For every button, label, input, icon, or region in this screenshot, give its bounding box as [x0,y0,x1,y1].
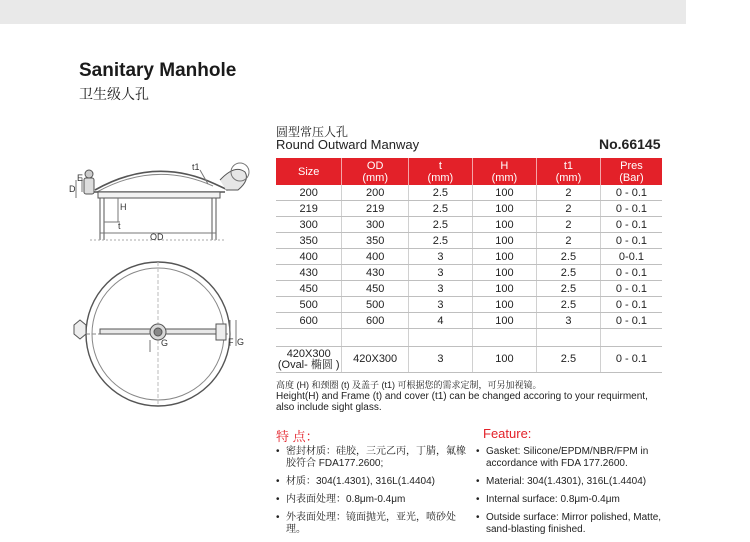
cell: 2 [536,185,600,201]
label-od: OD [150,232,164,242]
list-item: • Material: 304(1.4301), 316L(1.4404) [476,476,647,487]
cell: 0 - 0.1 [600,297,662,313]
cell: 2 [536,233,600,249]
table-row [276,185,662,201]
cell: 100 [472,281,536,297]
side-view [76,163,249,240]
cell: 200 [276,185,342,201]
spec-table [276,158,662,373]
cell: 0 - 0.1 [600,233,662,249]
cell: 3 [408,281,472,297]
note-en: Height(H) and Frame (t) and cover (t1) can be changed accoring to your requirment, also include sight glass. [276,391,648,413]
cell: 400 [276,249,342,265]
cell: 0-0.1 [600,249,662,265]
cell: 0 - 0.1 [600,201,662,217]
features-en-title: Feature: [483,426,532,441]
header-t: t (mm) [408,158,472,185]
header-od: OD (mm) [342,158,408,185]
cell: 100 [472,249,536,265]
top-bar [0,0,686,24]
table-row [276,217,662,233]
cell: 2 [536,201,600,217]
cell: 100 [472,201,536,217]
cell: 0 - 0.1 [600,217,662,233]
cell: 420X300 (Oval- 椭圆 ) [276,347,342,373]
cell: 2.5 [536,281,600,297]
cell: 500 [342,297,408,313]
cell: 2.5 [408,185,472,201]
manhole-drawing [60,150,260,410]
header-h: H (mm) [472,158,536,185]
cell: 100 [472,347,536,373]
cell: 219 [342,201,408,217]
cell: 2.5 [536,249,600,265]
cell: 2.5 [536,265,600,281]
cell: 100 [472,185,536,201]
cell: 3 [408,265,472,281]
cell: 0 - 0.1 [600,313,662,329]
cell: 100 [472,297,536,313]
cell: 2.5 [408,217,472,233]
list-item: • Outside surface: Mirror polished, Matte, sand-blasting finished. [476,512,662,535]
label-d: D [69,184,76,194]
page-title: Sanitary Manhole [79,60,237,81]
cell: 2.5 [408,201,472,217]
top-view [74,262,236,406]
table-row [276,297,662,313]
page-title-cn: 卫生级人孔 [79,86,149,102]
list-item: • Gasket: Silicone/EPDM/NBR/FPM in accordance with FDA 177.2600. [476,446,649,469]
table-row-oval [276,347,662,373]
note-cn: 高度 (H) 和颈圈 (t) 及盖子 (t1) 可根据您的需求定制，可另加视镜。 [276,380,542,390]
features-en-list [476,446,676,542]
features-cn-title: 特 点： [276,429,319,444]
table-row [276,313,662,329]
cell: 4 [408,313,472,329]
cell: 100 [472,265,536,281]
label-h: H [120,202,127,212]
label-t: t [118,221,121,231]
cell: 219 [276,201,342,217]
cell: 500 [276,297,342,313]
label-g-center: G [161,338,169,348]
cell: 100 [472,313,536,329]
list-item: • Internal surface: 0.8μm-0.4μm [476,494,620,505]
table-row [276,281,662,297]
features-cn-list [276,446,471,542]
list-item: • 密封材质：硅胶，三元乙丙，丁腈，氟橡胶符合 FDA177.2600; [276,446,466,469]
cell: 0 - 0.1 [600,281,662,297]
cell: 100 [472,233,536,249]
cell: 3 [408,249,472,265]
cell: 350 [342,233,408,249]
header-size: Size [276,158,342,185]
cell: 0 - 0.1 [600,347,662,373]
cell: 600 [342,313,408,329]
cell: 420X300 [342,347,408,373]
cell: 3 [536,313,600,329]
cell: 0 - 0.1 [600,265,662,281]
cell: 430 [276,265,342,281]
cell: 450 [342,281,408,297]
cell: 2.5 [408,233,472,249]
cell: 100 [472,217,536,233]
cell: 450 [276,281,342,297]
cell: 300 [276,217,342,233]
table-row-blank [276,329,662,347]
product-subtitle-cn: 圆型常压人孔 [276,125,349,139]
cell: 600 [276,313,342,329]
cell: 300 [342,217,408,233]
cell: 430 [342,265,408,281]
model-number: No.66145 [599,136,661,152]
label-g-right: G [237,337,245,347]
header-t1: t1 (mm) [536,158,600,185]
table-row [276,249,662,265]
label-f: F [228,337,234,347]
cell: 0 - 0.1 [600,185,662,201]
table-row [276,233,662,249]
list-item: • 材质：304(1.4301), 316L(1.4404) [276,476,435,487]
table-row [276,201,662,217]
label-t1: t1 [192,162,200,172]
cell: 400 [342,249,408,265]
table-row [276,265,662,281]
list-item: • 外表面处理：镜面抛光，亚光，喷砂处理。 [276,512,456,535]
header-pres: Pres (Bar) [600,158,662,185]
cell: 2.5 [536,347,600,373]
cell: 3 [408,347,472,373]
cell: 350 [276,233,342,249]
spec-table-header [276,158,662,185]
product-subtitle-en: Round Outward Manway [276,137,420,152]
cell: 2.5 [536,297,600,313]
cell: 2 [536,217,600,233]
label-e: E [77,173,84,183]
cell: 200 [342,185,408,201]
list-item: • 内表面处理：0.8μm-0.4μm [276,494,406,505]
cell: 3 [408,297,472,313]
